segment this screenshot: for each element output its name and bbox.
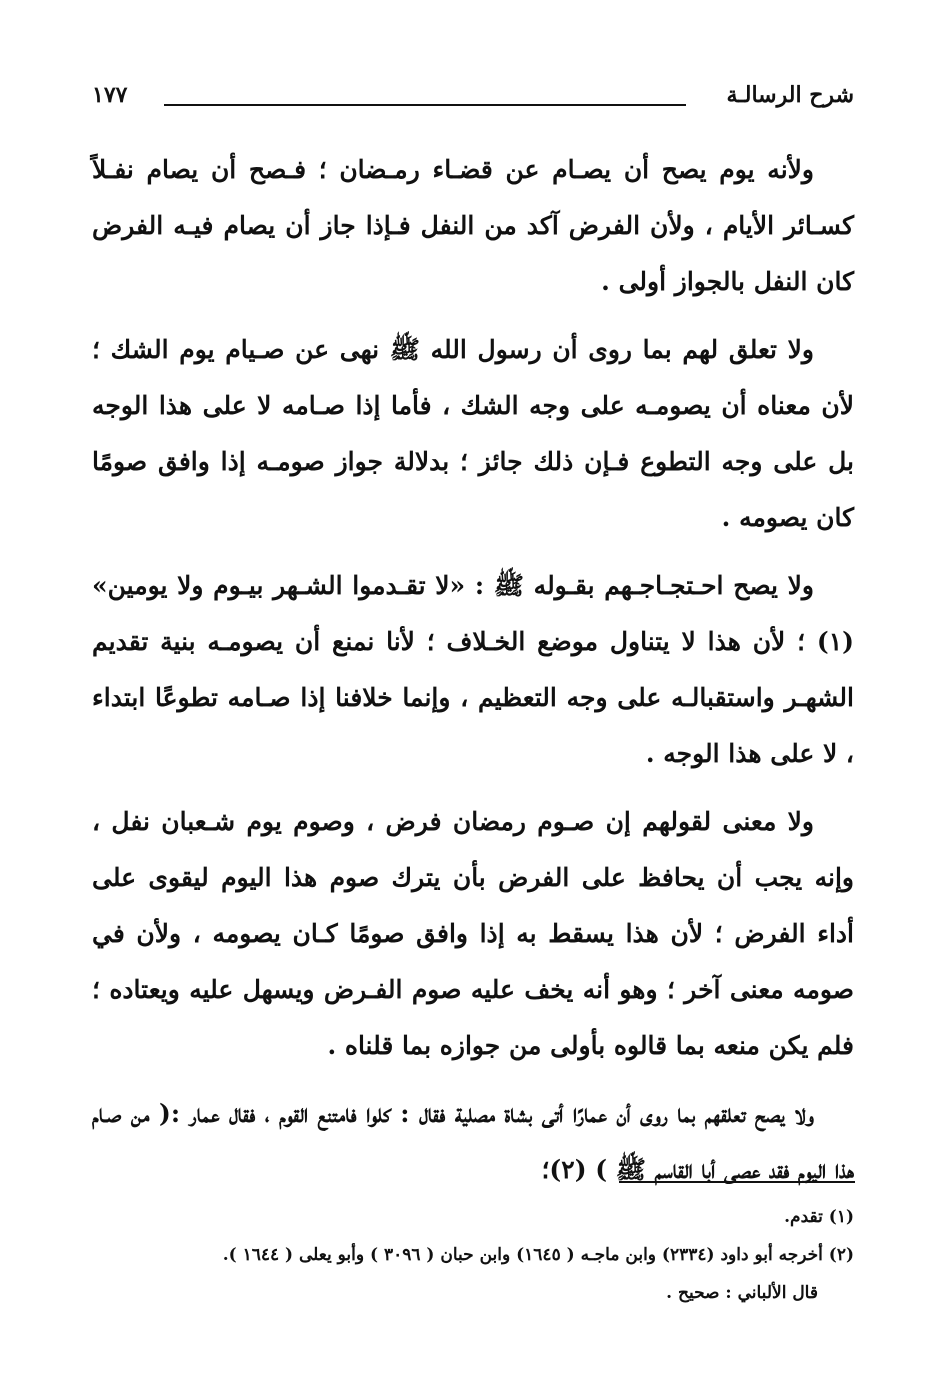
paragraph: ولا يصح تعلقهم بما روى أن عمارًا أتى بشاة مصلية فقال : كلوا فامتنع القوم ، فقال عمار :( من صـام هذا اليوم فقد عصى أبا القاسم ﷺ ) (٢)؛ bbox=[92, 1099, 854, 1184]
paragraph: ولا يصح احـتجـاجـهم بقـوله ﷺ : «لا تقـدموا الشـهر بيـوم ولا يومين» (١) ؛ لأن هذا لا يتناول موضع الخـلاف ؛ لأنا نمنع أن يصومـه بنية تقديم الشهـر واستقبالـه على وجه التعظيم ، وإنما خلافنا إذا صـامه تطوعًا ابتداء ، لا على هذا الوجه . bbox=[92, 571, 854, 768]
running-header bbox=[92, 82, 854, 122]
footnotes bbox=[92, 1198, 854, 1312]
header-rule bbox=[164, 104, 686, 106]
footnote-1: (١) تقدم. bbox=[784, 1207, 854, 1227]
paragraph: ولا تعلق لهم بما روى أن رسول الله ﷺ نهى عن صـيام يوم الشك ؛ لأن معناه أن يصومـه على وجه الشك ، فأما إذا صـامه لا على هذا الوجه بل على وجه التطوع فـإن ذلك جائز ؛ بدلالة جواز صومـه إذا وافق صومًا كان يصومه . bbox=[92, 335, 854, 532]
paragraph: ولا معنى لقولهم إن صـوم رمضان فرض ، وصوم يوم شـعبان نفل ، وإنه يجب أن يحافظ على الفرض بأن يترك صوم هذا اليوم ليقوى على أداء الفرض ؛ لأن هذا يسقط به إذا وافق صومًا كـان يصومه ، ولأن في صومه معنى آخر ؛ وهو أنه يخف عليه صوم الفـرض ويسهل عليه ويعتاده ؛ فلم يكن منعه بما قالوه بأولى من جوازه بما قلناه . bbox=[92, 807, 854, 1060]
footnote-2-grading: قال الألباني : صحيح . bbox=[666, 1283, 818, 1303]
page-number: ١٧٧ bbox=[92, 82, 128, 108]
footnote-separator bbox=[619, 1181, 855, 1183]
body-text bbox=[92, 142, 854, 1210]
paragraph: ولأنه يوم يصح أن يصـام عن قضـاء رمـضان ؛ فـصح أن يصام نفـلاً كسـائر الأيام ، ولأن الفرض آكد من النفل فـإذا جاز أن يصام فيـه الفرض كان النفل بالجواز أولى . bbox=[92, 155, 854, 296]
running-title: شرح الرسالـة bbox=[726, 82, 854, 108]
footnote-2: (٢) أخرجه أبو داود (٢٣٣٤) وابن ماجـه ( ١٦٤٥) وابن حبان ( ٣٠٩٦ ) وأبو يعلى ( ١٦٤٤ ). bbox=[222, 1245, 854, 1265]
